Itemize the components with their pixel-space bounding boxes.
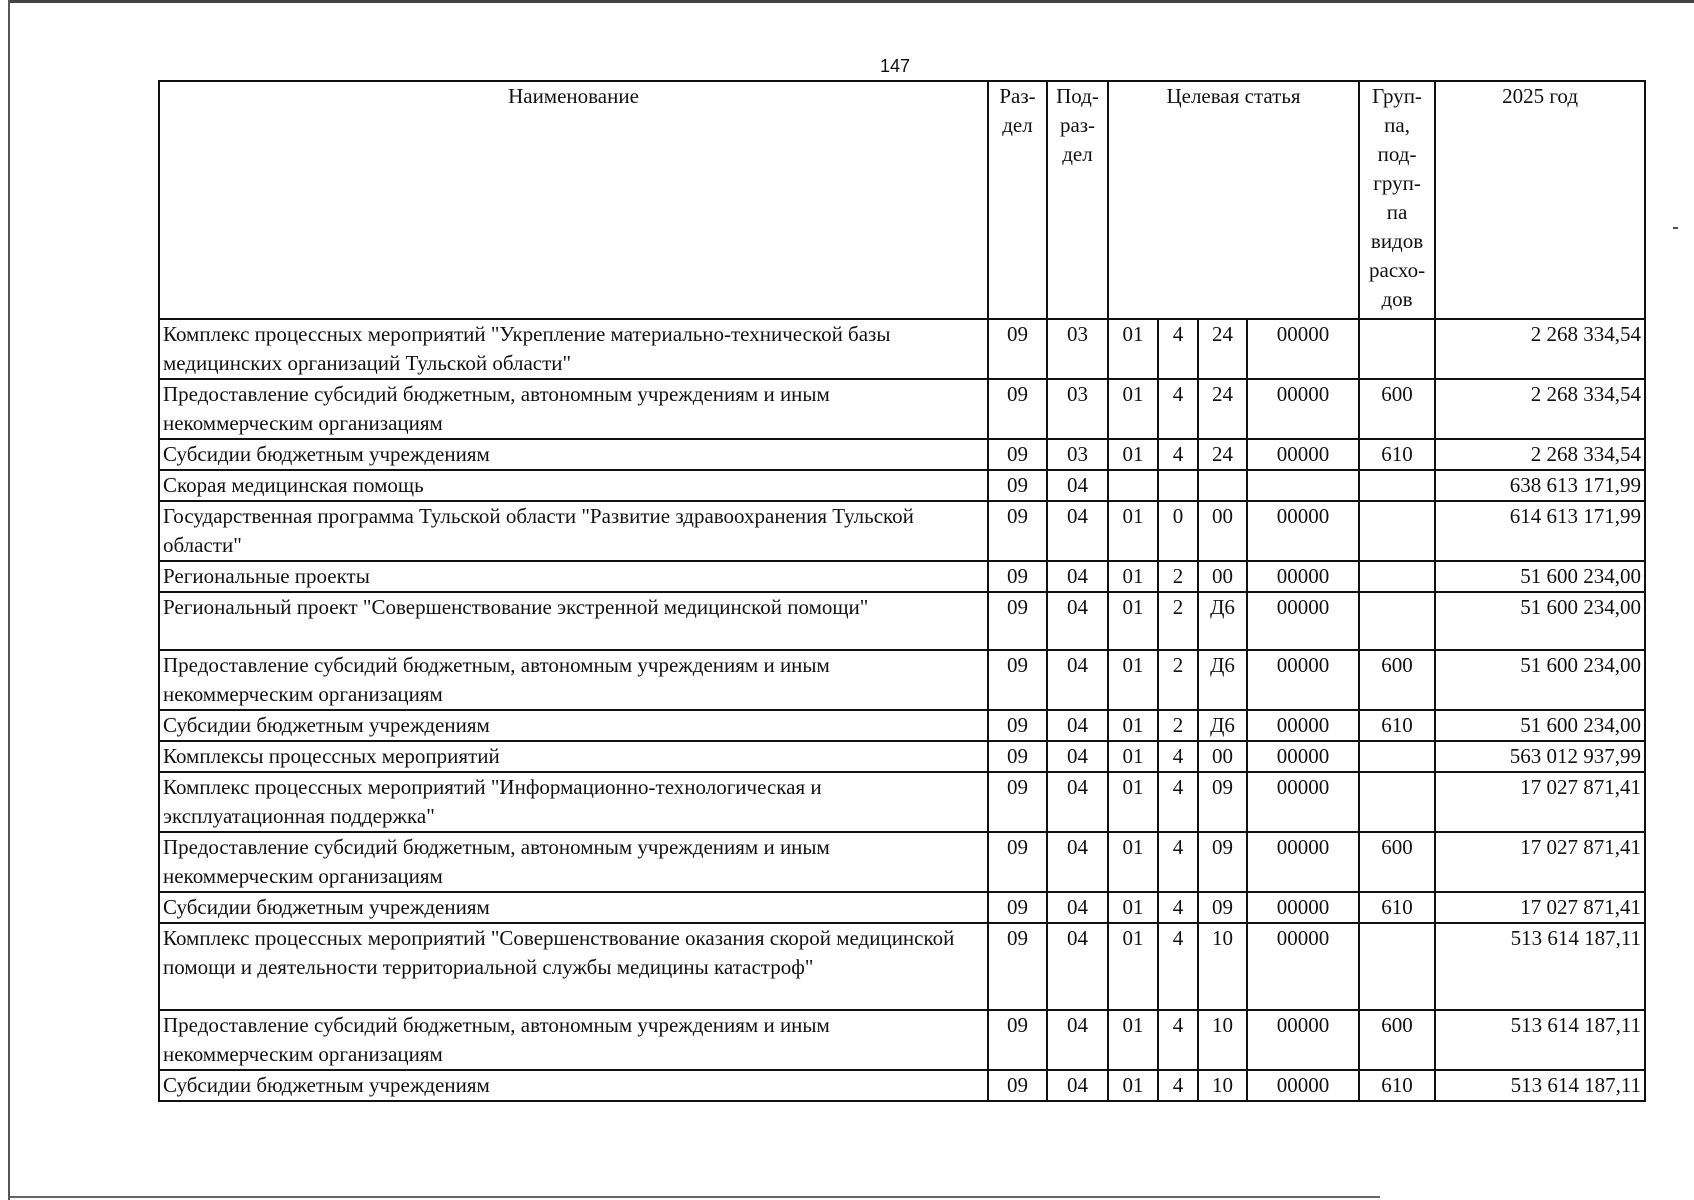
row-target-type: 0	[1158, 501, 1198, 561]
row-razdel: 09	[988, 379, 1047, 439]
row-razdel: 09	[988, 470, 1047, 501]
row-target-program: 01	[1108, 379, 1158, 439]
row-target-subprogram: 09	[1198, 832, 1247, 892]
row-expense-group	[1359, 470, 1435, 501]
row-target-type	[1158, 470, 1198, 501]
row-target-type: 2	[1158, 650, 1198, 710]
row-target-program: 01	[1108, 832, 1158, 892]
row-target-direction: 00000	[1247, 592, 1359, 650]
header-expense-group: Груп- па, под- груп- па видов расхо- дов	[1359, 81, 1435, 319]
row-amount: 51 600 234,00	[1435, 561, 1645, 592]
row-target-subprogram: 09	[1198, 772, 1247, 832]
row-expense-group	[1359, 741, 1435, 772]
row-name: Субсидии бюджетным учреждениям	[159, 892, 988, 923]
row-target-type: 4	[1158, 1010, 1198, 1070]
row-razdel: 09	[988, 561, 1047, 592]
row-razdel: 09	[988, 710, 1047, 741]
row-target-type: 4	[1158, 832, 1198, 892]
row-expense-group: 610	[1359, 710, 1435, 741]
row-target-subprogram: 00	[1198, 741, 1247, 772]
row-amount: 614 613 171,99	[1435, 501, 1645, 561]
row-target-subprogram: 24	[1198, 439, 1247, 470]
row-target-direction: 00000	[1247, 710, 1359, 741]
row-target-direction: 00000	[1247, 772, 1359, 832]
row-target-direction	[1247, 470, 1359, 501]
row-amount: 51 600 234,00	[1435, 650, 1645, 710]
row-amount: 513 614 187,11	[1435, 1070, 1645, 1101]
row-podrazdel: 04	[1047, 741, 1108, 772]
row-amount: 17 027 871,41	[1435, 832, 1645, 892]
row-target-subprogram: Д6	[1198, 710, 1247, 741]
row-target-program: 01	[1108, 319, 1158, 379]
scan-edge-left	[8, 0, 10, 1200]
row-amount: 17 027 871,41	[1435, 772, 1645, 832]
header-razdel: Раз- дел	[988, 81, 1047, 319]
row-target-type: 4	[1158, 1070, 1198, 1101]
row-target-program: 01	[1108, 741, 1158, 772]
row-expense-group	[1359, 592, 1435, 650]
row-amount: 513 614 187,11	[1435, 1010, 1645, 1070]
header-target-article: Целевая статья	[1108, 81, 1359, 319]
row-razdel: 09	[988, 741, 1047, 772]
row-target-direction: 00000	[1247, 650, 1359, 710]
row-podrazdel: 04	[1047, 772, 1108, 832]
table-body	[159, 319, 1645, 1101]
row-target-subprogram: 10	[1198, 1070, 1247, 1101]
row-target-direction: 00000	[1247, 1010, 1359, 1070]
row-target-subprogram: 00	[1198, 561, 1247, 592]
row-expense-group	[1359, 772, 1435, 832]
row-name: Предоставление субсидий бюджетным, автономным учреждениям и иным некоммерческим организациям	[159, 379, 988, 439]
row-razdel: 09	[988, 501, 1047, 561]
table-row	[159, 379, 1645, 439]
row-target-program: 01	[1108, 892, 1158, 923]
row-target-type: 4	[1158, 772, 1198, 832]
table-row	[159, 319, 1645, 379]
scan-speck	[1673, 227, 1678, 229]
row-target-type: 2	[1158, 592, 1198, 650]
row-name: Субсидии бюджетным учреждениям	[159, 1070, 988, 1101]
row-name: Субсидии бюджетным учреждениям	[159, 439, 988, 470]
row-razdel: 09	[988, 772, 1047, 832]
row-target-type: 4	[1158, 319, 1198, 379]
scan-edge-top	[10, 0, 1694, 3]
row-target-type: 4	[1158, 892, 1198, 923]
table-row	[159, 772, 1645, 832]
row-razdel: 09	[988, 892, 1047, 923]
table-header-row	[159, 81, 1645, 319]
row-podrazdel: 04	[1047, 892, 1108, 923]
row-podrazdel: 03	[1047, 319, 1108, 379]
row-target-subprogram: 24	[1198, 319, 1247, 379]
row-target-direction: 00000	[1247, 832, 1359, 892]
row-razdel: 09	[988, 1070, 1047, 1101]
row-target-direction: 00000	[1247, 561, 1359, 592]
row-target-direction: 00000	[1247, 741, 1359, 772]
row-target-type: 4	[1158, 439, 1198, 470]
row-target-direction: 00000	[1247, 439, 1359, 470]
row-name: Предоставление субсидий бюджетным, автономным учреждениям и иным некоммерческим организациям	[159, 1010, 988, 1070]
row-name: Государственная программа Тульской области "Развитие здравоохранения Тульской области"	[159, 501, 988, 561]
row-target-program: 01	[1108, 561, 1158, 592]
row-expense-group	[1359, 561, 1435, 592]
row-amount: 51 600 234,00	[1435, 592, 1645, 650]
budget-table	[158, 80, 1646, 1102]
row-amount: 2 268 334,54	[1435, 319, 1645, 379]
row-amount: 2 268 334,54	[1435, 379, 1645, 439]
row-razdel: 09	[988, 439, 1047, 470]
header-year: 2025 год	[1435, 81, 1645, 319]
header-podrazdel: Под- раз- дел	[1047, 81, 1108, 319]
row-podrazdel: 04	[1047, 561, 1108, 592]
row-target-program: 01	[1108, 650, 1158, 710]
row-podrazdel: 04	[1047, 592, 1108, 650]
table-row	[159, 710, 1645, 741]
row-target-type: 4	[1158, 923, 1198, 1010]
row-razdel: 09	[988, 319, 1047, 379]
table-row	[159, 561, 1645, 592]
row-target-direction: 00000	[1247, 923, 1359, 1010]
row-name: Комплексы процессных мероприятий	[159, 741, 988, 772]
row-expense-group	[1359, 501, 1435, 561]
table-row	[159, 832, 1645, 892]
row-podrazdel: 04	[1047, 650, 1108, 710]
table-row	[159, 1010, 1645, 1070]
row-target-program: 01	[1108, 1070, 1158, 1101]
row-target-program: 01	[1108, 439, 1158, 470]
row-podrazdel: 03	[1047, 379, 1108, 439]
row-target-direction: 00000	[1247, 1070, 1359, 1101]
row-razdel: 09	[988, 1010, 1047, 1070]
row-amount: 17 027 871,41	[1435, 892, 1645, 923]
row-target-subprogram	[1198, 470, 1247, 501]
row-target-program: 01	[1108, 772, 1158, 832]
row-target-program	[1108, 470, 1158, 501]
row-podrazdel: 04	[1047, 923, 1108, 1010]
row-amount: 51 600 234,00	[1435, 710, 1645, 741]
row-name: Скорая медицинская помощь	[159, 470, 988, 501]
row-name: Региональный проект "Совершенствование экстренной медицинской помощи"	[159, 592, 988, 650]
row-expense-group: 600	[1359, 379, 1435, 439]
row-target-type: 2	[1158, 561, 1198, 592]
row-podrazdel: 03	[1047, 439, 1108, 470]
row-razdel: 09	[988, 592, 1047, 650]
row-expense-group: 600	[1359, 650, 1435, 710]
row-target-program: 01	[1108, 710, 1158, 741]
row-expense-group: 610	[1359, 1070, 1435, 1101]
row-razdel: 09	[988, 650, 1047, 710]
table-row	[159, 592, 1645, 650]
row-razdel: 09	[988, 923, 1047, 1010]
row-target-direction: 00000	[1247, 379, 1359, 439]
table-row	[159, 650, 1645, 710]
row-target-direction: 00000	[1247, 892, 1359, 923]
row-podrazdel: 04	[1047, 710, 1108, 741]
row-target-subprogram: Д6	[1198, 592, 1247, 650]
row-podrazdel: 04	[1047, 470, 1108, 501]
row-expense-group	[1359, 923, 1435, 1010]
row-target-subprogram: 10	[1198, 923, 1247, 1010]
row-target-program: 01	[1108, 1010, 1158, 1070]
table-row	[159, 470, 1645, 501]
row-target-subprogram: 09	[1198, 892, 1247, 923]
header-name: Наименование	[159, 81, 988, 319]
row-amount: 513 614 187,11	[1435, 923, 1645, 1010]
row-amount: 2 268 334,54	[1435, 439, 1645, 470]
row-expense-group: 600	[1359, 832, 1435, 892]
row-target-type: 2	[1158, 710, 1198, 741]
table-row	[159, 923, 1645, 1010]
row-amount: 563 012 937,99	[1435, 741, 1645, 772]
row-podrazdel: 04	[1047, 832, 1108, 892]
row-expense-group: 600	[1359, 1010, 1435, 1070]
table-row	[159, 892, 1645, 923]
page-number: 147	[880, 56, 911, 76]
row-target-subprogram: 24	[1198, 379, 1247, 439]
row-podrazdel: 04	[1047, 1070, 1108, 1101]
table-row	[159, 439, 1645, 470]
row-podrazdel: 04	[1047, 1010, 1108, 1070]
row-target-subprogram: 10	[1198, 1010, 1247, 1070]
row-name: Региональные проекты	[159, 561, 988, 592]
row-target-subprogram: Д6	[1198, 650, 1247, 710]
row-expense-group: 610	[1359, 439, 1435, 470]
row-expense-group: 610	[1359, 892, 1435, 923]
row-target-program: 01	[1108, 923, 1158, 1010]
row-target-subprogram: 00	[1198, 501, 1247, 561]
row-target-type: 4	[1158, 379, 1198, 439]
row-name: Предоставление субсидий бюджетным, автономным учреждениям и иным некоммерческим организациям	[159, 650, 988, 710]
row-expense-group	[1359, 319, 1435, 379]
row-target-type: 4	[1158, 741, 1198, 772]
scan-edge-bottom	[10, 1196, 1380, 1198]
row-target-program: 01	[1108, 592, 1158, 650]
row-podrazdel: 04	[1047, 501, 1108, 561]
row-name: Комплекс процессных мероприятий "Укрепление материально-технической базы медицинских организаций Тульской области"	[159, 319, 988, 379]
row-target-direction: 00000	[1247, 319, 1359, 379]
row-name: Комплекс процессных мероприятий "Информационно-технологическая и эксплуатационная поддержка"	[159, 772, 988, 832]
row-razdel: 09	[988, 832, 1047, 892]
row-amount: 638 613 171,99	[1435, 470, 1645, 501]
table-row	[159, 501, 1645, 561]
row-name: Комплекс процессных мероприятий "Совершенствование оказания скорой медицинской помощи и деятельности территориальной службы медицины катастроф"	[159, 923, 988, 1010]
row-name: Предоставление субсидий бюджетным, автономным учреждениям и иным некоммерческим организациям	[159, 832, 988, 892]
row-target-program: 01	[1108, 501, 1158, 561]
table-row	[159, 741, 1645, 772]
table-row	[159, 1070, 1645, 1101]
row-target-direction: 00000	[1247, 501, 1359, 561]
row-name: Субсидии бюджетным учреждениям	[159, 710, 988, 741]
